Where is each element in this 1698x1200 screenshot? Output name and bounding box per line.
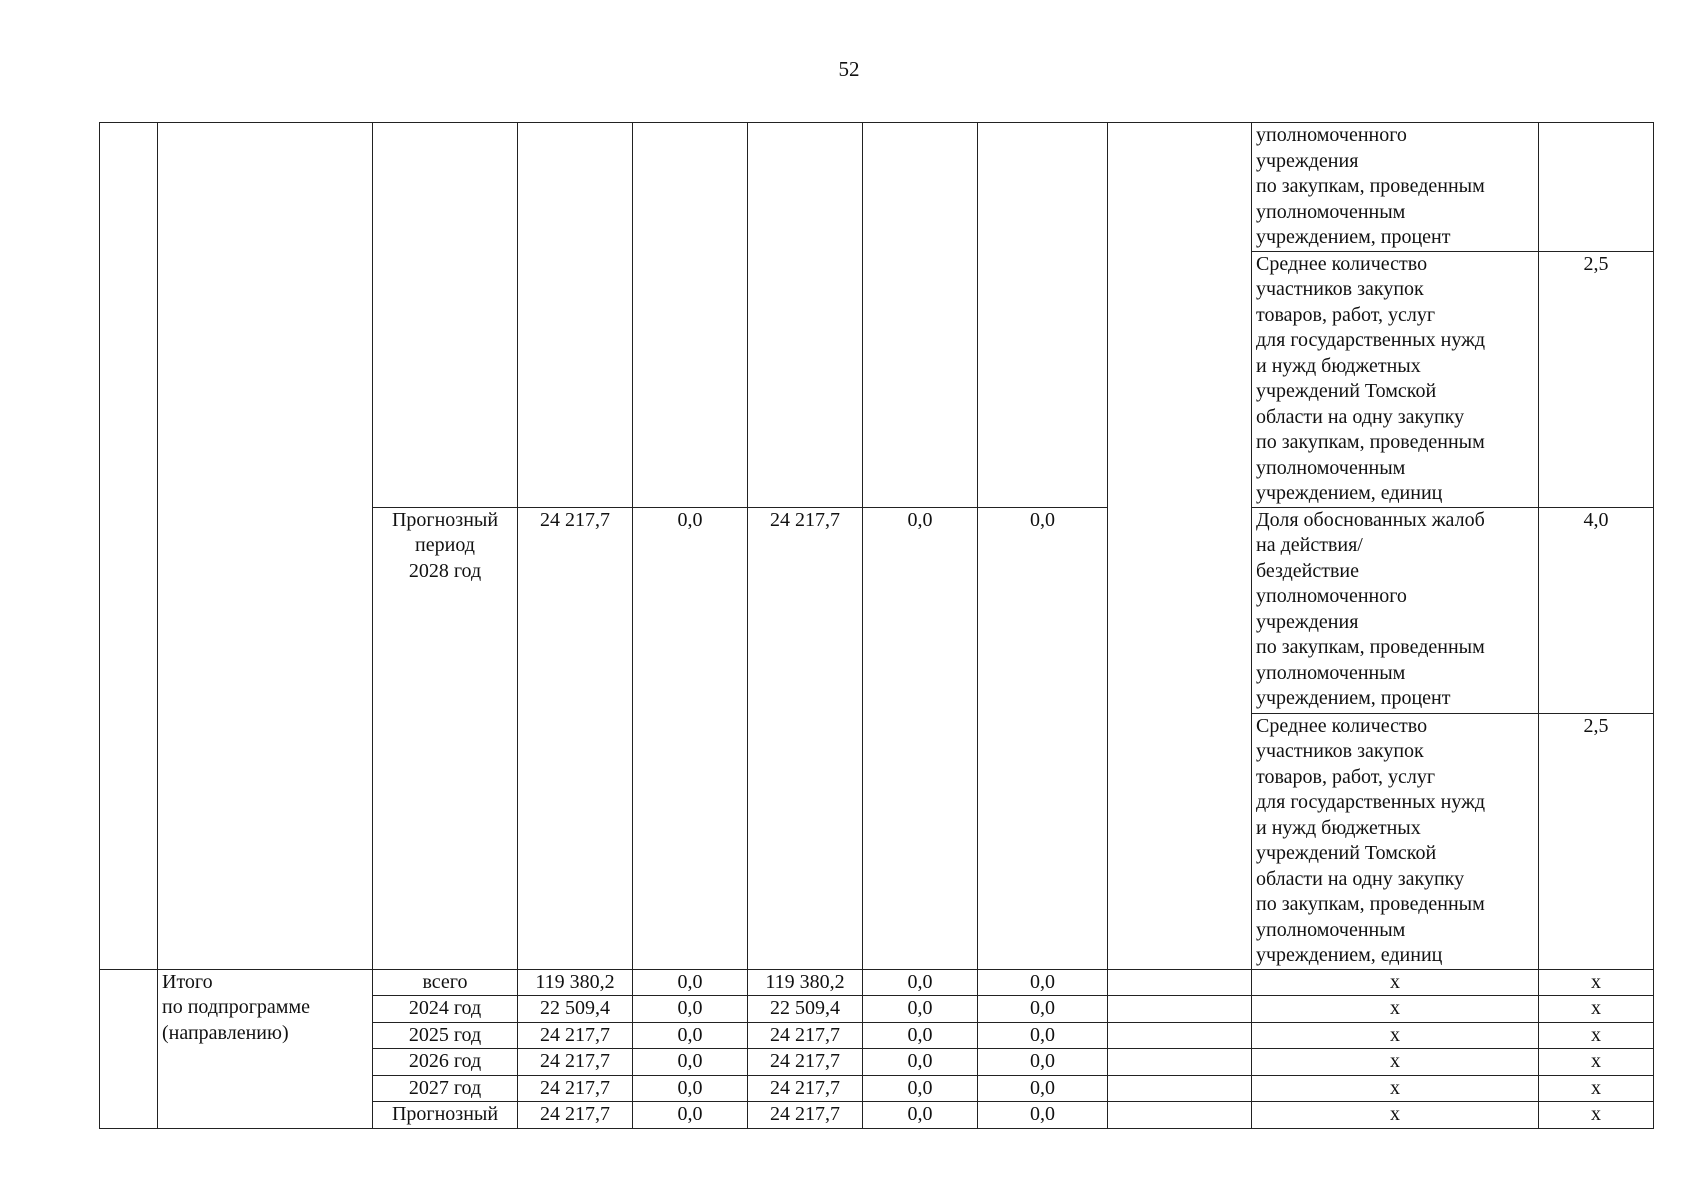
totals-row <box>100 969 1654 996</box>
totals-total: 22 509,4 <box>518 996 633 1023</box>
totals-local: 0,0 <box>863 996 978 1023</box>
totals-extrabudget: 0,0 <box>978 1102 1108 1129</box>
indicator-avg-participants: Среднее количество участников закупок товаров, работ, услуг для государственных нужд и нужд бюджетных учреждений Томской области на одну закупку по закупкам, проведенным уполномоченным учреждением, единиц <box>1252 713 1539 969</box>
totals-extrabudget: 0,0 <box>978 969 1108 996</box>
totals-extrabudget: 0,0 <box>978 1049 1108 1076</box>
totals-value: х <box>1539 1022 1654 1049</box>
totals-period: 2025 год <box>373 1022 518 1049</box>
totals-period: Прогнозный <box>373 1102 518 1129</box>
totals-extrabudget: 0,0 <box>978 1022 1108 1049</box>
totals-total: 24 217,7 <box>518 1049 633 1076</box>
program-funding-table <box>99 122 1654 1129</box>
totals-local: 0,0 <box>863 1102 978 1129</box>
executor-cell <box>1108 123 1252 970</box>
totals-federal: 0,0 <box>633 1102 748 1129</box>
totals-indicator: х <box>1252 969 1539 996</box>
totals-local: 0,0 <box>863 1049 978 1076</box>
totals-indicator: х <box>1252 1022 1539 1049</box>
totals-local: 0,0 <box>863 1022 978 1049</box>
totals-local: 0,0 <box>863 969 978 996</box>
totals-regional: 22 509,4 <box>748 996 863 1023</box>
totals-executor <box>1108 1075 1252 1102</box>
totals-regional: 119 380,2 <box>748 969 863 996</box>
forecast-local: 0,0 <box>863 507 978 969</box>
totals-executor <box>1108 969 1252 996</box>
totals-federal: 0,0 <box>633 996 748 1023</box>
totals-value: х <box>1539 969 1654 996</box>
forecast-period-cell: Прогнозный период 2028 год <box>373 507 518 969</box>
number-cell <box>100 123 158 970</box>
totals-regional: 24 217,7 <box>748 1049 863 1076</box>
totals-indicator: х <box>1252 1049 1539 1076</box>
number-cell <box>100 969 158 1128</box>
totals-value: х <box>1539 996 1654 1023</box>
totals-indicator: х <box>1252 1102 1539 1129</box>
totals-total: 119 380,2 <box>518 969 633 996</box>
totals-executor <box>1108 996 1252 1023</box>
totals-federal: 0,0 <box>633 1022 748 1049</box>
period-cell <box>373 123 518 508</box>
totals-total: 24 217,7 <box>518 1022 633 1049</box>
indicator-continuation: уполномоченного учреждения по закупкам, проведенным уполномоченным учреждением, процент <box>1252 123 1539 252</box>
totals-value: х <box>1539 1075 1654 1102</box>
totals-extrabudget: 0,0 <box>978 1075 1108 1102</box>
totals-regional: 24 217,7 <box>748 1075 863 1102</box>
totals-extrabudget: 0,0 <box>978 996 1108 1023</box>
totals-federal: 0,0 <box>633 1049 748 1076</box>
totals-executor <box>1108 1102 1252 1129</box>
totals-indicator: х <box>1252 996 1539 1023</box>
totals-value: х <box>1539 1102 1654 1129</box>
local-cell <box>863 123 978 508</box>
totals-period: 2024 год <box>373 996 518 1023</box>
forecast-extrabudget: 0,0 <box>978 507 1108 969</box>
indicator-value: 4,0 <box>1539 507 1654 713</box>
totals-indicator: х <box>1252 1075 1539 1102</box>
totals-local: 0,0 <box>863 1075 978 1102</box>
totals-regional: 24 217,7 <box>748 1102 863 1129</box>
extrabudget-cell <box>978 123 1108 508</box>
totals-federal: 0,0 <box>633 969 748 996</box>
totals-executor <box>1108 1022 1252 1049</box>
totals-total: 24 217,7 <box>518 1075 633 1102</box>
totals-period: всего <box>373 969 518 996</box>
totals-value: х <box>1539 1049 1654 1076</box>
regional-cell <box>748 123 863 508</box>
totals-executor <box>1108 1049 1252 1076</box>
indicator-avg-participants: Среднее количество участников закупок товаров, работ, услуг для государственных нужд и нужд бюджетных учреждений Томской области на одну закупку по закупкам, проведенным уполномоченным учреждением, единиц <box>1252 251 1539 507</box>
federal-cell <box>633 123 748 508</box>
indicator-value: 2,5 <box>1539 251 1654 507</box>
totals-federal: 0,0 <box>633 1075 748 1102</box>
indicator-value-cell <box>1539 123 1654 252</box>
forecast-total: 24 217,7 <box>518 507 633 969</box>
table-row <box>100 123 1654 252</box>
totals-total: 24 217,7 <box>518 1102 633 1129</box>
indicator-value: 2,5 <box>1539 713 1654 969</box>
forecast-regional: 24 217,7 <box>748 507 863 969</box>
totals-label: Итого по подпрограмме (направлению) <box>158 969 373 1128</box>
totals-period: 2026 год <box>373 1049 518 1076</box>
totals-regional: 24 217,7 <box>748 1022 863 1049</box>
totals-period: 2027 год <box>373 1075 518 1102</box>
forecast-federal: 0,0 <box>633 507 748 969</box>
name-cell <box>158 123 373 970</box>
indicator-complaints: Доля обоснованных жалоб на действия/ бездействие уполномоченного учреждения по закупкам, проведенным уполномоченным учреждением, процент <box>1252 507 1539 713</box>
page-number: 52 <box>838 57 860 81</box>
total-cell <box>518 123 633 508</box>
